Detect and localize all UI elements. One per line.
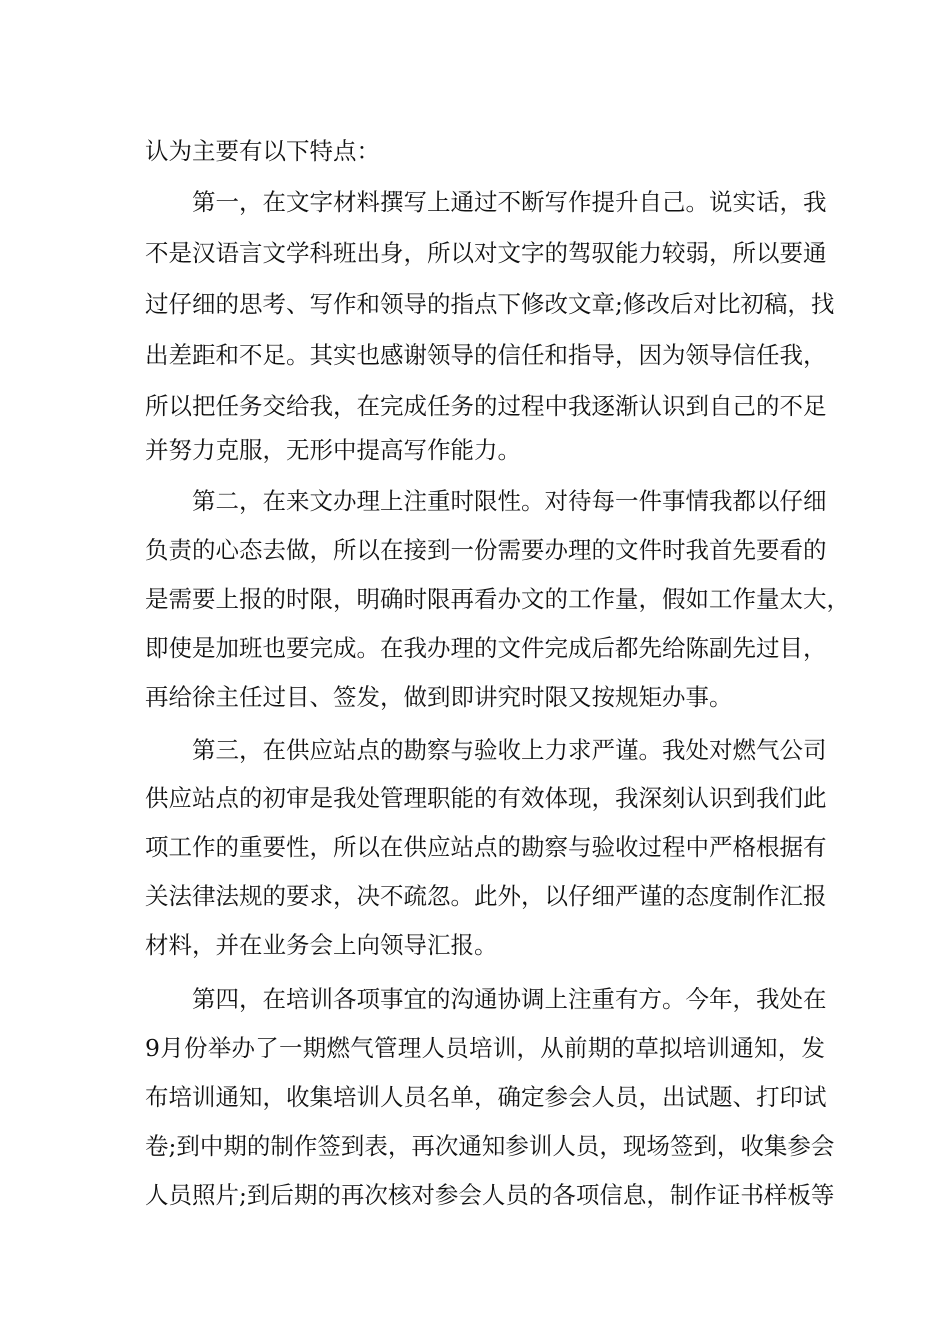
text-line: 关法律法规的要求，决不疏忽。此外，以仔细严谨的态度制作汇报 — [145, 882, 827, 910]
text-line: 第三，在供应站点的勘察与验收上力求严谨。我处对燃气公司 — [192, 736, 827, 764]
text-line: 供应站点的初审是我处管理职能的有效体现，我深刻认识到我们此 — [145, 784, 827, 812]
text-line: 第二，在来文办理上注重时限性。对待每一件事情我都以仔细 — [192, 487, 827, 515]
text-line: 过仔细的思考、写作和领导的指点下修改文章;修改后对比初稿，找 — [145, 290, 835, 318]
text-line: 第四，在培训各项事宜的沟通协调上注重有方。今年，我处在 — [192, 985, 827, 1013]
text-line: 是需要上报的时限，明确时限再看办文的工作量，假如工作量太大， — [145, 585, 850, 613]
text-line: 项工作的重要性，所以在供应站点的勘察与验收过程中严格根据有 — [145, 833, 827, 861]
text-line: 并努力克服，无形中提高写作能力。 — [145, 436, 521, 464]
text-line: 出差距和不足。其实也感谢领导的信任和指导，因为领导信任我， — [145, 341, 827, 369]
text-line: 所以把任务交给我，在完成任务的过程中我逐渐认识到自己的不足 — [145, 392, 827, 420]
text-line: 认为主要有以下特点： — [145, 137, 380, 165]
text-line: 9月份举办了一期燃气管理人员培训，从前期的草拟培训通知，发 — [145, 1034, 825, 1062]
text-line: 再给徐主任过目、签发，做到即讲究时限又按规矩办事。 — [145, 683, 733, 711]
text-line: 布培训通知，收集培训人员名单，确定参会人员，出试题、打印试 — [145, 1083, 827, 1111]
text-line: 即使是加班也要完成。在我办理的文件完成后都先给陈副先过目， — [145, 634, 827, 662]
text-line: 负责的心态去做，所以在接到一份需要办理的文件时我首先要看的 — [145, 536, 827, 564]
text-line: 卷;到中期的制作签到表，再次通知参训人员，现场签到，收集参会 — [145, 1132, 835, 1160]
text-line: 材料，并在业务会上向领导汇报。 — [145, 931, 498, 959]
text-line: 不是汉语言文学科班出身，所以对文字的驾驭能力较弱，所以要通 — [145, 239, 827, 267]
text-line: 人员照片;到后期的再次核对参会人员的各项信息，制作证书样板等 — [145, 1181, 835, 1209]
text-line: 第一，在文字材料撰写上通过不断写作提升自己。说实话，我 — [192, 188, 827, 216]
